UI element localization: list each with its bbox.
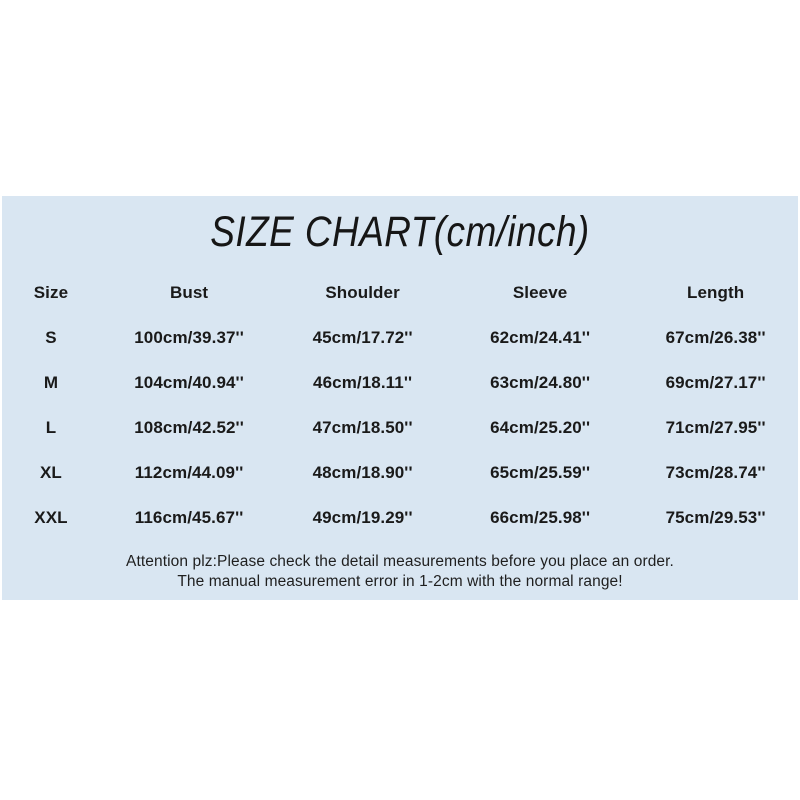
bust-value: 104cm/40.94'' bbox=[134, 372, 244, 392]
sleeve-value: 66cm/25.98'' bbox=[490, 507, 591, 527]
sleeve-value: 62cm/24.41'' bbox=[490, 327, 591, 347]
bust-value: 100cm/39.37'' bbox=[134, 327, 244, 347]
sleeve-value: 65cm/25.59'' bbox=[490, 462, 591, 482]
col-header-length: Length bbox=[686, 282, 745, 302]
table-row-xxl bbox=[2, 495, 798, 540]
shoulder-value: 46cm/18.11'' bbox=[313, 372, 413, 392]
bust-value: 116cm/45.67'' bbox=[134, 507, 244, 527]
length-value: 75cm/29.53'' bbox=[665, 507, 766, 527]
length-value: 69cm/27.17'' bbox=[665, 372, 766, 392]
shoulder-value: 49cm/19.29'' bbox=[312, 507, 413, 527]
sleeve-value: 63cm/24.80'' bbox=[490, 372, 591, 392]
table-header-row bbox=[2, 270, 798, 315]
size-label: M bbox=[43, 372, 59, 392]
table-row-xl bbox=[2, 450, 798, 495]
size-chart-title: SIZE CHART(cm/inch) bbox=[210, 208, 590, 256]
table-row-s bbox=[2, 315, 798, 360]
col-header-shoulder: Shoulder bbox=[325, 282, 400, 302]
sleeve-value: 64cm/25.20'' bbox=[490, 417, 591, 437]
table-row-m bbox=[2, 360, 798, 405]
col-header-size: Size bbox=[33, 282, 69, 302]
shoulder-value: 48cm/18.90'' bbox=[312, 462, 413, 482]
attention-note bbox=[2, 552, 798, 592]
col-header-sleeve: Sleeve bbox=[512, 282, 568, 302]
col-header-bust: Bust bbox=[169, 282, 209, 302]
size-table bbox=[2, 270, 798, 540]
bust-value: 108cm/42.52'' bbox=[134, 417, 244, 437]
table-row-l bbox=[2, 405, 798, 450]
size-label: XXL bbox=[34, 507, 68, 527]
attention-line-2: The manual measurement error in 1-2cm with the normal range! bbox=[177, 573, 623, 590]
attention-line-1: Attention plz:Please check the detail measurements before you place an order. bbox=[126, 553, 674, 570]
shoulder-value: 47cm/18.50'' bbox=[312, 417, 413, 437]
bust-value: 112cm/44.09'' bbox=[134, 462, 244, 482]
size-label: S bbox=[45, 327, 57, 347]
length-value: 73cm/28.74'' bbox=[665, 462, 766, 482]
size-label: L bbox=[45, 417, 57, 437]
length-value: 67cm/26.38'' bbox=[665, 327, 766, 347]
size-chart-panel bbox=[2, 196, 798, 600]
shoulder-value: 45cm/17.72'' bbox=[312, 327, 413, 347]
size-label: XL bbox=[39, 462, 62, 482]
length-value: 71cm/27.95'' bbox=[665, 417, 766, 437]
